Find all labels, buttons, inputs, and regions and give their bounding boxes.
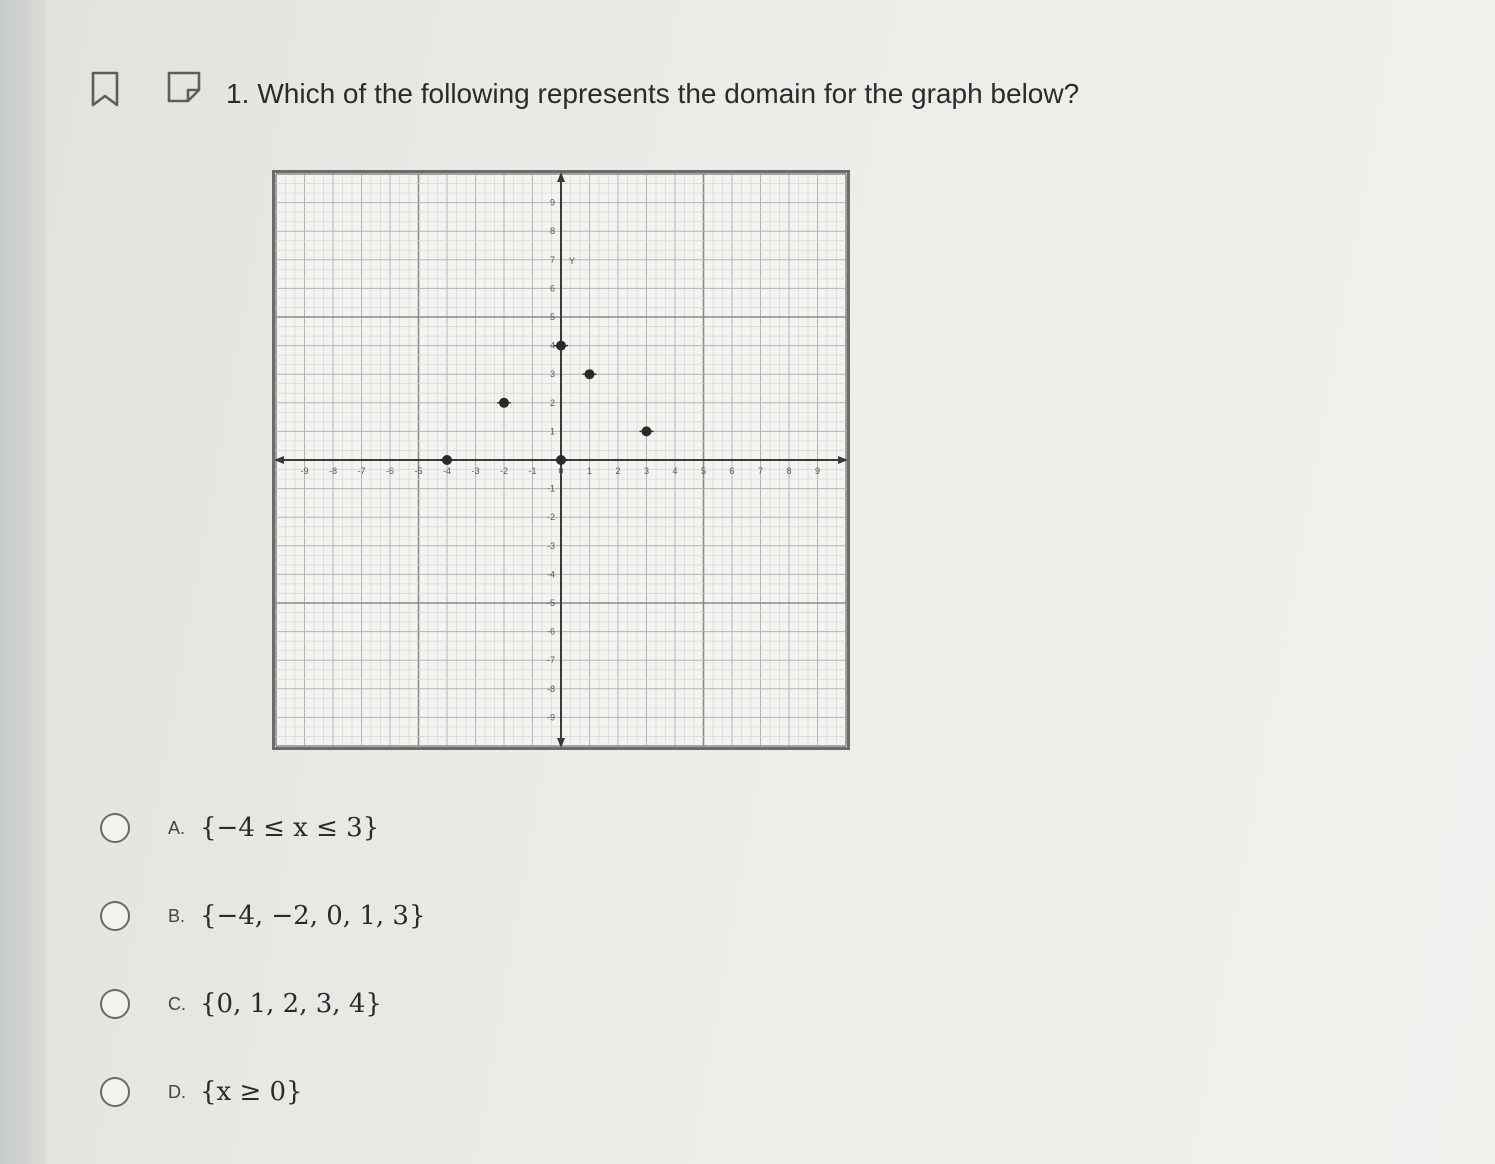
x-tick-label: 6 bbox=[729, 466, 735, 476]
y-tick-label: -4 bbox=[546, 569, 555, 580]
data-point bbox=[499, 398, 509, 408]
x-tick-label: -2 bbox=[499, 466, 509, 476]
y-tick-label: 7 bbox=[549, 254, 555, 265]
choice-a[interactable] bbox=[100, 808, 379, 848]
x-tick-label: -8 bbox=[328, 466, 338, 476]
coordinate-graph bbox=[272, 170, 850, 750]
x-tick-label: 5 bbox=[700, 466, 707, 476]
choice-c-text: {0, 1, 2, 3, 4} bbox=[200, 989, 382, 1019]
x-tick-label: -4 bbox=[442, 466, 452, 476]
y-tick-label: 6 bbox=[549, 283, 555, 294]
choice-b-letter: B. bbox=[168, 905, 186, 926]
radio-a[interactable] bbox=[100, 813, 130, 843]
radio-b[interactable] bbox=[100, 901, 130, 931]
question-number: 1. bbox=[226, 78, 250, 109]
y-tick-label: -2 bbox=[546, 512, 555, 523]
data-point bbox=[556, 455, 566, 465]
choice-b-text: {−4, −2, 0, 1, 3} bbox=[200, 901, 426, 931]
question-text: Which of the following represents the domain for the graph below? bbox=[257, 78, 1080, 109]
data-point bbox=[556, 341, 566, 351]
question-prompt bbox=[226, 78, 1079, 110]
radio-d[interactable] bbox=[100, 1077, 130, 1107]
radio-c[interactable] bbox=[100, 989, 130, 1019]
choice-a-text: {−4 ≤ x ≤ 3} bbox=[200, 813, 380, 843]
choice-a-letter: A. bbox=[168, 817, 186, 838]
choice-d-letter: D. bbox=[168, 1081, 186, 1102]
y-tick-label: 2 bbox=[549, 397, 555, 408]
coordinate-plane bbox=[272, 170, 850, 750]
y-tick-label: -3 bbox=[546, 540, 555, 551]
x-tick-label: -6 bbox=[385, 466, 395, 476]
data-point bbox=[585, 369, 595, 379]
y-tick-label: -9 bbox=[546, 712, 555, 723]
y-tick-label: 9 bbox=[549, 197, 555, 208]
choice-d-text: {x ≥ 0} bbox=[200, 1077, 303, 1107]
y-tick-label: 8 bbox=[549, 226, 555, 237]
x-tick-label: -3 bbox=[471, 466, 480, 476]
choice-b[interactable] bbox=[100, 896, 425, 936]
y-tick-label: 3 bbox=[549, 369, 555, 380]
y-tick-label: 5 bbox=[549, 312, 555, 322]
y-tick-label: 1 bbox=[549, 426, 555, 437]
x-tick-label: 0 bbox=[558, 466, 564, 476]
x-tick-label: 2 bbox=[615, 466, 621, 476]
y-tick-label: -8 bbox=[546, 683, 555, 694]
choice-c-letter: C. bbox=[168, 993, 186, 1014]
bookmark-icon[interactable] bbox=[90, 70, 120, 108]
data-point bbox=[442, 455, 452, 465]
left-margin-strip bbox=[0, 0, 46, 1164]
x-tick-label: 1 bbox=[586, 466, 593, 476]
y-tick-label: -1 bbox=[546, 483, 555, 494]
x-tick-label: 7 bbox=[757, 466, 764, 476]
x-tick-label: -7 bbox=[357, 466, 366, 476]
data-point bbox=[642, 426, 652, 436]
x-tick-label: -9 bbox=[300, 466, 309, 476]
y-tick-label: -6 bbox=[546, 626, 555, 637]
x-tick-label: -5 bbox=[414, 466, 423, 476]
choice-d[interactable] bbox=[100, 1072, 303, 1112]
x-tick-label: 4 bbox=[672, 466, 678, 476]
choice-c[interactable] bbox=[100, 984, 382, 1024]
y-axis-label: Y bbox=[569, 255, 576, 266]
y-tick-label: 4 bbox=[549, 340, 555, 351]
y-tick-label: -5 bbox=[546, 598, 555, 608]
y-tick-label: -7 bbox=[546, 655, 555, 666]
note-icon[interactable] bbox=[166, 70, 206, 104]
x-tick-label: 3 bbox=[643, 466, 650, 476]
x-tick-label: 8 bbox=[786, 466, 792, 476]
x-tick-label: -1 bbox=[528, 466, 537, 476]
x-tick-label: 9 bbox=[814, 466, 821, 476]
